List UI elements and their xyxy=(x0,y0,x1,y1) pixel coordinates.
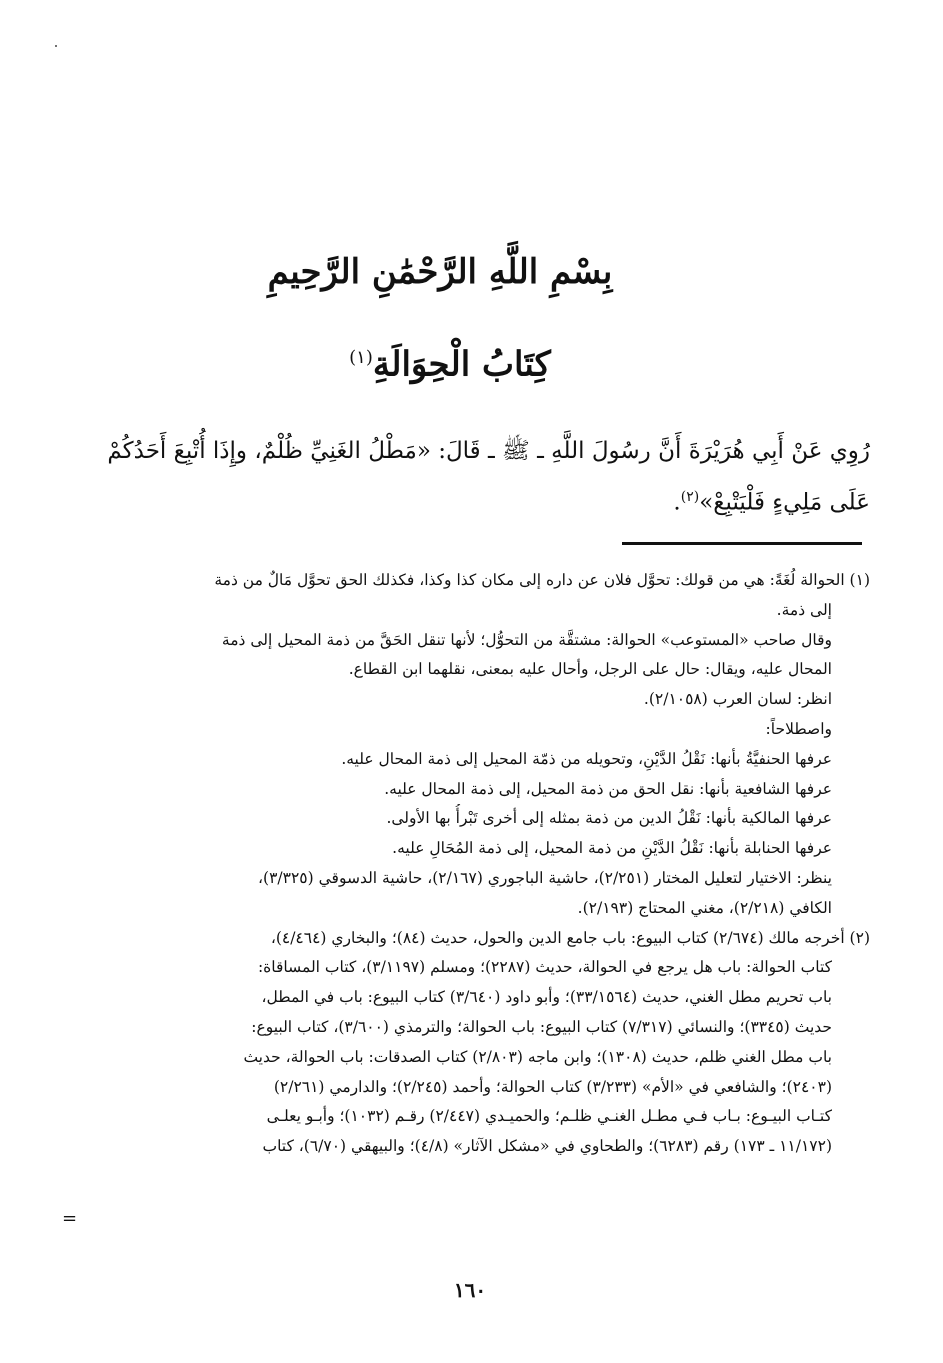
footnote-ref-2: (٢) xyxy=(680,489,700,505)
scan-speck xyxy=(55,45,57,47)
footnote-line: (٢) أخرجه مالك (٢/٦٧٤) كتاب البيوع: باب جامع الدين والحول، حديث (٨٤)؛ والبخاري (٤/٤٦٤)، xyxy=(270,928,870,947)
footnote-line: حديث (٣٣٤٥)؛ والنسائي (٧/٣١٧) كتاب البيوع: باب الحوالة؛ والترمذي (٣/٦٠٠)، كتاب البيوع: xyxy=(251,1017,832,1036)
footnote-line: (٢٤٠٣)؛ والشافعي في «الأم» (٣/٢٣٣) كتاب الحوالة؛ وأحمد (٢/٢٤٥)؛ والدارمي (٢/٢٦١) xyxy=(273,1077,832,1096)
footnote-line: المحال عليه، ويقال: حال على الرجل، وأحال عليه بمعنى، نقلهما ابن القطاع. xyxy=(348,660,832,679)
footnotes xyxy=(70,566,870,1162)
footnote-ref-1: (١) xyxy=(349,347,373,368)
footnote-line: (١) الحوالة لُغَةً: هي من قولك: تحوَّل فلان عن داره إلى مكان كذا وكذا، فكذلك الحق تحوَّل مَالٌ من ذمة xyxy=(214,571,870,589)
footnote-line: عرفها المالكية بأنها: نَقْلُ الدين من ذمة بمثله إلى أخرى تَبْرأُ بها الأولى. xyxy=(386,809,832,828)
footnote-line: عرفها الحنفيَّةُ بأنها: نَقْلُ الدَّيْنِ، وتحويله من ذمّة المحيل إلى ذمة المحال عليه. xyxy=(341,749,832,768)
footnote-line: وقال صاحب «المستوعب» الحوالة: مشتقَّة من التحوُّل؛ لأنها تنقل الحَقَّ من ذمة المحيل إلى ذمة xyxy=(221,630,832,649)
footnote-separator xyxy=(622,542,862,545)
footnote-line: كتـاب البيـوع: بـاب فـي مطـل الغنـي ظلـم؛ والحميـدي (٢/٤٤٧) رقـم (١٠٣٢)؛ وأبـو يعلـى xyxy=(266,1107,832,1126)
page-number: ١٦٠ xyxy=(453,1278,487,1302)
footnote-line: باب مطل الغني ظلم، حديث (١٣٠٨)؛ وابن ماجه (٢/٨٠٣) كتاب الصدقات: باب الحوالة، حديث xyxy=(243,1047,832,1066)
footnote-line: باب تحريم مطل الغني، حديث (٣٣/١٥٦٤)؛ وأبو داود (٣/٦٤٠) كتاب البيوع: باب في المطل، xyxy=(261,988,832,1007)
hadith-line-2 xyxy=(70,474,870,526)
footnote-line: الكافي (٢/٢١٨)، مغني المحتاج (٢/١٩٣). xyxy=(577,898,832,917)
hadith-line-2-end: . xyxy=(673,489,681,516)
chapter-title xyxy=(300,328,600,394)
footnote-line: عرفها الحنابلة بأنها: نَقْلُ الدَّيْنِ من ذمة المحيل، إلى ذمة المُحَالِ عليه. xyxy=(392,839,832,858)
footnote-line: (١١/١٧٢ ـ ١٧٣) رقم (٦٢٨٣)؛ والطحاوي في «مشكل الآثار» (٤/٨)؛ والبيهقي (٦/٧٠)، كتاب xyxy=(262,1137,832,1156)
footnote-line: واصطلاحاً: xyxy=(765,719,832,738)
hadith-text xyxy=(70,428,870,526)
footnote-line: عرفها الشافعية بأنها: نقل الحق من ذمة المحيل، إلى ذمة المحال عليه. xyxy=(384,779,832,798)
footnote-line: ينظر: الاختيار لتعليل المختار (٢/٢٥١)، حاشية الباجوري (٢/١٦٧)، حاشية الدسوقي (٣/٣٢٥)، xyxy=(258,868,832,887)
continuation-mark: = xyxy=(62,1208,78,1229)
chapter-title-text: كِتَابُ الْحِوَالَةِ xyxy=(372,344,551,385)
footnote-line: إلى ذمة. xyxy=(776,600,832,619)
basmala-heading: بِسْمِ اللَّهِ الرَّحْمَٰنِ الرَّحِيمِ xyxy=(267,252,613,292)
hadith-line-2-text: عَلَى مَلِيءٍ فَلْيَتْبِعْ» xyxy=(699,489,870,516)
hadith-line-1: رُوِي عَنْ أَبِي هُرَيْرَةَ أَنَّ رسُولَ اللَّهِ ـ ﷺ ـ قَالَ: «مَطْلُ الغَنِيِّ ظُلْمٌ، وإِذَا أُتْبِعَ أَحَدُكُمْ xyxy=(107,438,870,464)
footnote-line: كتاب الحوالة: باب هل يرجع في الحوالة، حديث (٢٢٨٧)؛ ومسلم (٣/١١٩٧)، كتاب المساقاة: xyxy=(257,958,832,977)
footnote-line: انظر: لسان العرب (٢/١٠٥٨). xyxy=(643,690,832,709)
